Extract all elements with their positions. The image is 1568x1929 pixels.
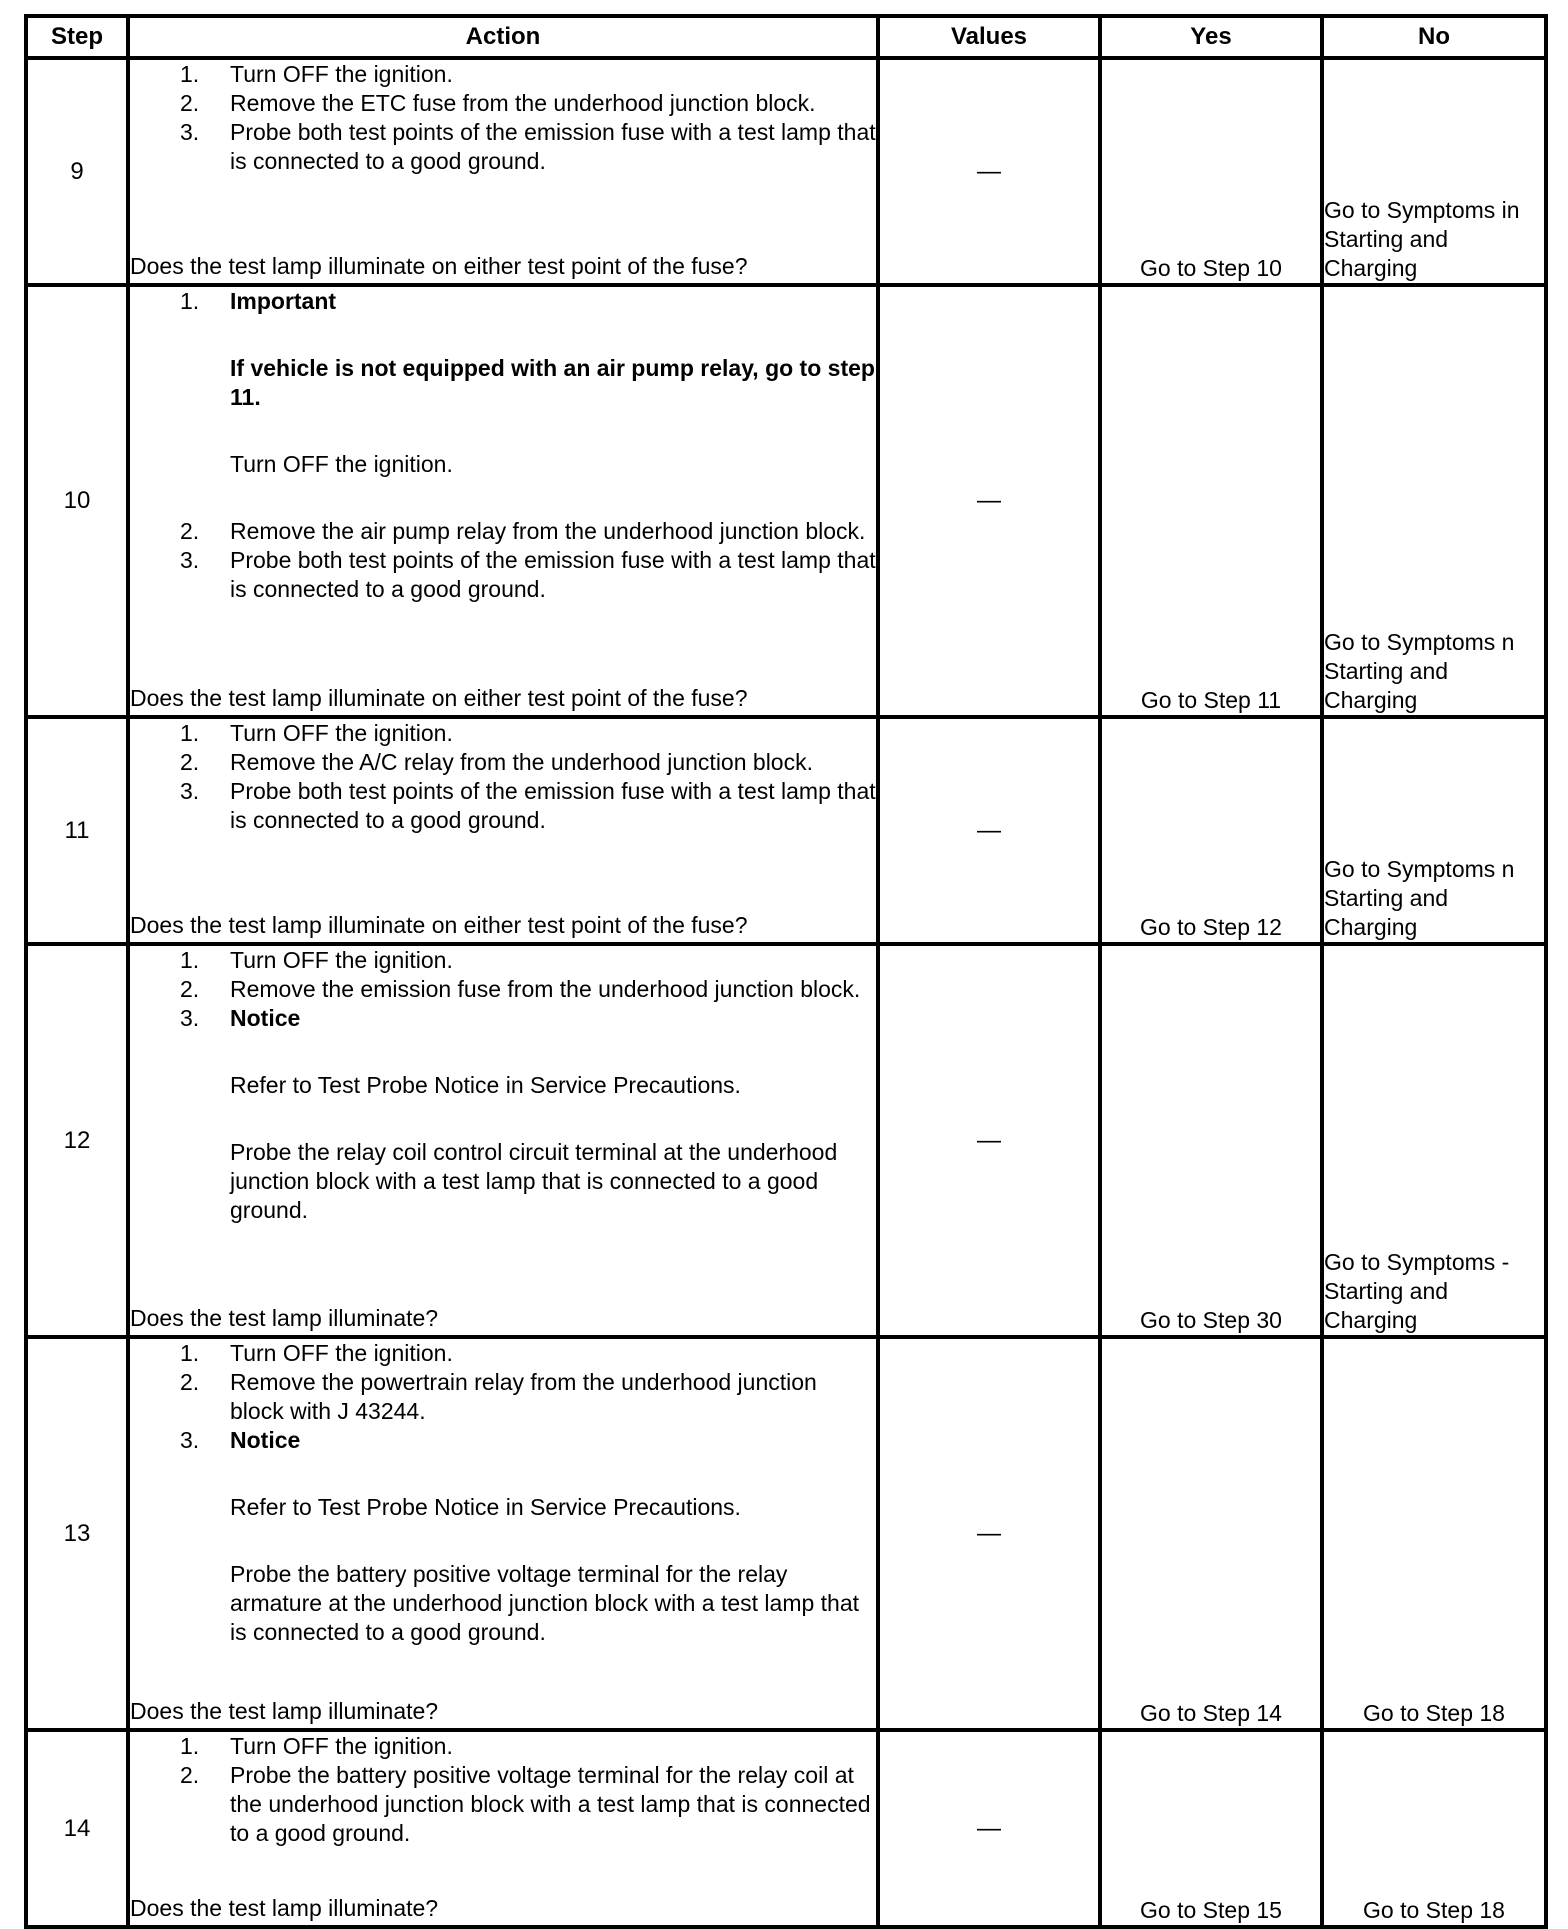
action-item: 3. Notice Refer to Test Probe Notice in Service Precautions. Probe the relay coil control circuit terminal at the underhood junction block with a test lamp that is connected to a good ground. — [130, 1004, 876, 1225]
value-cell: — — [878, 285, 1100, 717]
notice-text: Refer to Test Probe Notice in Service Precautions. — [230, 1072, 741, 1098]
table-row — [26, 58, 1546, 285]
question-text: Does the test lamp illuminate on either test point of the fuse? — [130, 253, 748, 279]
question-text: Does the test lamp illuminate on either test point of the fuse? — [130, 685, 748, 711]
step-number: 14 — [26, 1730, 128, 1927]
no-cell: Go to Symptoms n Starting and Charging — [1322, 285, 1546, 717]
header-values: Values — [878, 16, 1100, 58]
action-cell — [128, 1730, 878, 1927]
action-item: 2. Remove the emission fuse from the underhood junction block. — [180, 976, 861, 1002]
action-item: 3. Probe both test points of the emission fuse with a test lamp that is connected to a good ground. — [180, 119, 876, 174]
table-row — [26, 1337, 1546, 1730]
header-row — [26, 16, 1546, 58]
question-text: Does the test lamp illuminate? — [130, 1895, 439, 1921]
action-item: 2. Remove the ETC fuse from the underhood junction block. — [180, 90, 816, 116]
action-item: 3. Notice Refer to Test Probe Notice in Service Precautions. Probe the battery positive voltage terminal for the relay armature at the underhood junction block with a test lamp that is connected to a good ground. — [130, 1426, 876, 1647]
yes-cell: Go to Step 14 — [1100, 1337, 1322, 1730]
step-number: 13 — [26, 1337, 128, 1730]
table-row — [26, 1730, 1546, 1927]
question-text: Does the test lamp illuminate? — [130, 1305, 439, 1331]
action-item: 1. Turn OFF the ignition. — [180, 720, 453, 746]
step-number: 10 — [26, 285, 128, 717]
yes-cell: Go to Step 10 — [1100, 58, 1322, 285]
diagnostic-table — [24, 14, 1548, 1929]
question-text: Does the test lamp illuminate? — [130, 1698, 439, 1724]
action-item: 1. Turn OFF the ignition. — [180, 61, 453, 87]
no-cell: Go to Step 18 — [1322, 1730, 1546, 1927]
step-number: 12 — [26, 944, 128, 1337]
header-action: Action — [128, 16, 878, 58]
table-row — [26, 285, 1546, 717]
header-no: No — [1322, 16, 1546, 58]
table-row — [26, 717, 1546, 944]
no-cell: Go to Symptoms - Starting and Charging — [1322, 944, 1546, 1337]
action-cell — [128, 58, 878, 285]
action-item: 2. Remove the A/C relay from the underhood junction block. — [180, 749, 813, 775]
action-item: 2. Remove the air pump relay from the underhood junction block. — [180, 518, 866, 544]
no-cell: Go to Step 18 — [1322, 1337, 1546, 1730]
action-cell — [128, 285, 878, 717]
action-item: 3. Probe both test points of the emission fuse with a test lamp that is connected to a good ground. — [180, 778, 876, 833]
header-step: Step — [26, 16, 128, 58]
action-cell — [128, 717, 878, 944]
action-cell — [128, 944, 878, 1337]
yes-cell: Go to Step 30 — [1100, 944, 1322, 1337]
action-item: 1. Important If vehicle is not equipped with an air pump relay, go to step 11. Turn OFF the ignition. — [180, 288, 875, 477]
table-row — [26, 944, 1546, 1337]
notice-text: Refer to Test Probe Notice in Service Precautions. — [230, 1494, 741, 1520]
action-item: 3. Probe both test points of the emission fuse with a test lamp that is connected to a good ground. — [180, 547, 876, 602]
value-cell: — — [878, 717, 1100, 944]
header-yes: Yes — [1100, 16, 1322, 58]
action-item: 2. Probe the battery positive voltage terminal for the relay coil at the underhood junction block with a test lamp that is connected to a good ground. — [180, 1762, 871, 1846]
notice-label: Notice — [230, 1427, 301, 1453]
action-item: 2. Remove the powertrain relay from the underhood junction block with J 43244. — [180, 1369, 817, 1424]
notice-label: Notice — [230, 1005, 301, 1031]
action-cell — [128, 1337, 878, 1730]
step-number: 11 — [26, 717, 128, 944]
value-cell: — — [878, 1730, 1100, 1927]
yes-cell: Go to Step 12 — [1100, 717, 1322, 944]
yes-cell: Go to Step 11 — [1100, 285, 1322, 717]
important-text: If vehicle is not equipped with an air pump relay, go to step 11. — [230, 355, 875, 410]
important-label: Important — [230, 288, 337, 314]
value-cell: — — [878, 944, 1100, 1337]
no-cell: Go to Symptoms n Starting and Charging — [1322, 717, 1546, 944]
no-cell: Go to Symptoms in Starting and Charging — [1322, 58, 1546, 285]
action-item: 1. Turn OFF the ignition. — [180, 1733, 453, 1759]
action-item: 1. Turn OFF the ignition. — [180, 947, 453, 973]
value-cell: — — [878, 1337, 1100, 1730]
value-cell: — — [878, 58, 1100, 285]
question-text: Does the test lamp illuminate on either test point of the fuse? — [130, 912, 748, 938]
step-number: 9 — [26, 58, 128, 285]
action-item: 1. Turn OFF the ignition. — [180, 1340, 453, 1366]
yes-cell: Go to Step 15 — [1100, 1730, 1322, 1927]
